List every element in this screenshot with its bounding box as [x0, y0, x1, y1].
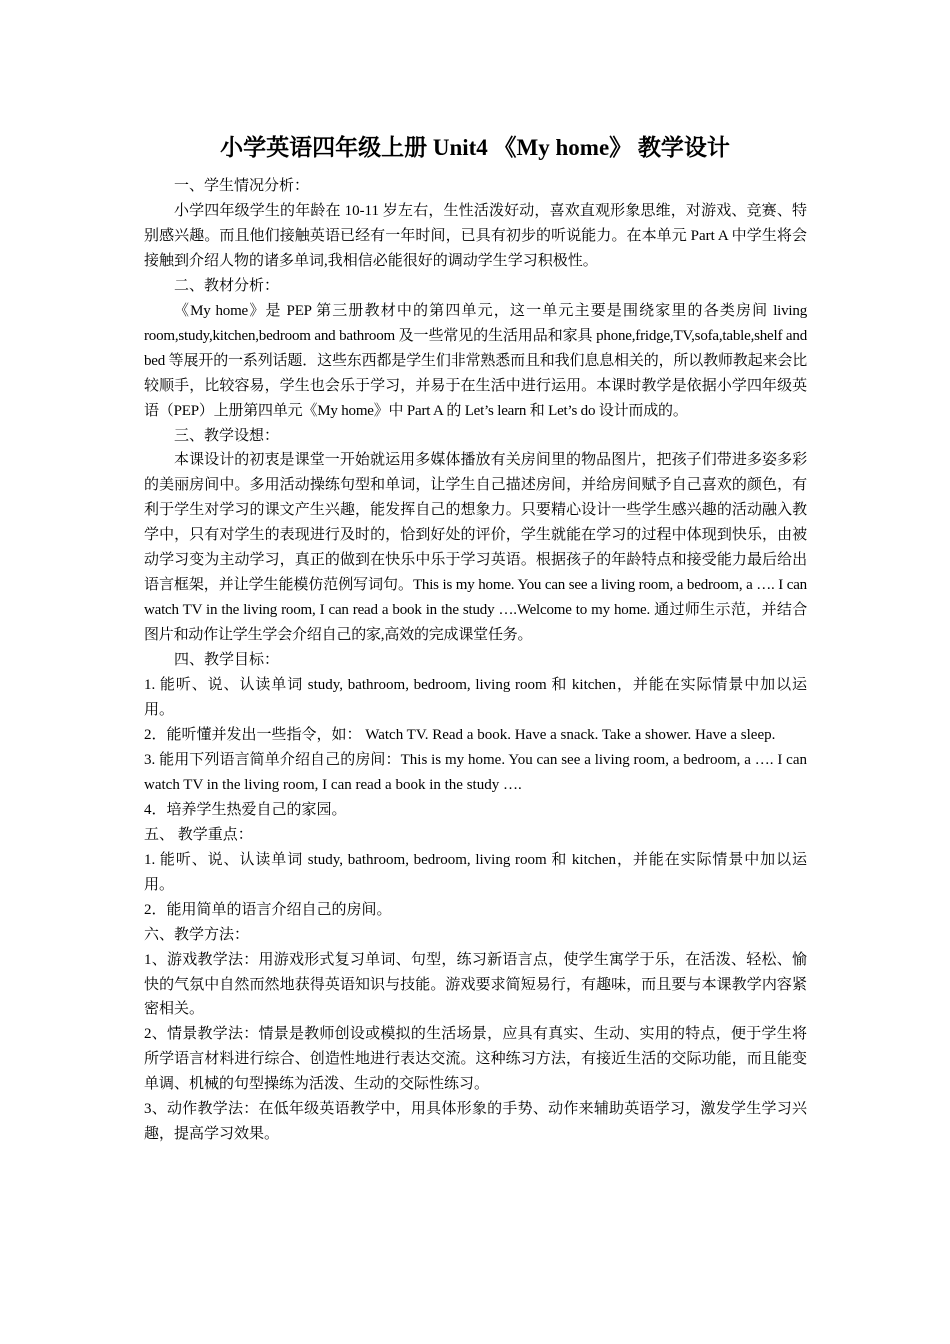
document-title: 小学英语四年级上册 Unit4 《My home》 教学设计 — [220, 135, 730, 160]
paragraph-student-analysis: 小学四年级学生的年龄在 10-11 岁左右，生性活泼好动，喜欢直观形象思维，对游戏、竞赛、特别感兴趣。而且他们接触英语已经有一年时间，已具有初步的听说能力。在本单元 Part A 中学生将会接触到介绍人物的诸多单词,我相信必能很好的调动学生学习积极性。 — [144, 202, 807, 269]
objective-item: 1. 能听、说、认读单词 study, bathroom, bedroom, living room 和 kitchen，并能在实际情景中加以运用。 — [144, 677, 807, 719]
section-heading-student-analysis: 一、学生情况分析： — [174, 178, 310, 194]
paragraph-teaching-idea: 本课设计的初衷是课堂一开始就运用多媒体播放有关房间里的物品图片，把孩子们带进多姿多彩的美丽房间中。多用活动操练句型和单词，让学生自己描述房间，并给房间赋予自己喜欢的颜色，有利于学生对学习的课文产生兴趣，能发挥自己的想象力。只要精心设计一些学生感兴趣的活动融入教学中，只有对学生的表现进行及时的，恰到好处的评价，学生就能在学习的过程中体现到快乐，由被动学习变为主动学习，真正的做到在快乐中乐于学习英语。根据孩子的年龄特点和接受能力最后给出语言框架，并让学生能模仿范例写词句。This is my home. You can see a living room, a bedroom, a …. I can watch TV in the living room, I can read a book in the study ….Welcome to my home. 通过师生示范，并结合图片和动作让学生学会介绍自己的家,高效的完成课堂任务。 — [144, 452, 807, 644]
method-item: 3、动作教学法：在低年级英语教学中，用具体形象的手势、动作来辅助英语学习，激发学生学习兴趣，提高学习效果。 — [144, 1101, 807, 1143]
objective-item: 4．培养学生热爱自己的家园。 — [144, 801, 347, 818]
section-heading-methods: 六、教学方法： — [144, 926, 250, 943]
method-item: 2、情景教学法：情景是教师创设或模拟的生活场景，应具有真实、生动、实用的特点，便于学生将所学语言材料进行综合、创造性地进行表达交流。这种练习方法，有接近生活的交际功能，而且能变单调、机械的句型操练为活泼、生动的交际性练习。 — [144, 1026, 807, 1093]
section-heading-teaching-idea: 三、教学设想： — [174, 427, 280, 444]
objective-item: 3. 能用下列语言简单介绍自己的房间：This is my home. You can see a living room, a bedroom, a …. I can watch TV in the living room, I can read a book in the study …. — [144, 751, 807, 793]
key-point-item: 2．能用简单的语言介绍自己的房间。 — [144, 901, 392, 918]
method-item: 1、游戏教学法：用游戏形式复习单词、句型，练习新语言点，使学生寓学于乐，在活泼、轻松、愉快的气氛中自然而然地获得英语知识与技能。游戏要求简短易行，有趣味，而且要与本课教学内容紧密相关。 — [144, 951, 807, 1018]
key-point-item: 1. 能听、说、认读单词 study, bathroom, bedroom, living room 和 kitchen，并能在实际情景中加以运用。 — [144, 851, 807, 893]
section-heading-objectives: 四、教学目标： — [174, 652, 280, 669]
paragraph-material-analysis: 《My home》是 PEP 第三册教材中的第四单元，这一单元主要是围绕家里的各类房间 living room,study,kitchen,bedroom and bathroom 及一些常见的生活用品和家具 phone,fridge,TV,sofa,table,shelf and bed 等展开的一系列话题．这些东西都是学生们非常熟悉而且和我们息息相关的，所以教师教起来会比较顺手，比较容易，学生也会乐于学习，并易于在生活中进行运用。本课时教学是依据小学四年级英语（PEP）上册第四单元《My home》中 Part A 的 Let’s learn 和 Let’s do 设计而成的。 — [144, 302, 807, 419]
section-heading-key-points: 五、 教学重点： — [144, 826, 253, 843]
objective-item: 2．能听懂并发出一些指令，如： Watch TV. Read a book. Have a snack. Take a shower. Have a sleep. — [144, 726, 776, 743]
document-body — [144, 174, 807, 1147]
section-heading-material-analysis: 二、教材分析： — [174, 277, 280, 294]
